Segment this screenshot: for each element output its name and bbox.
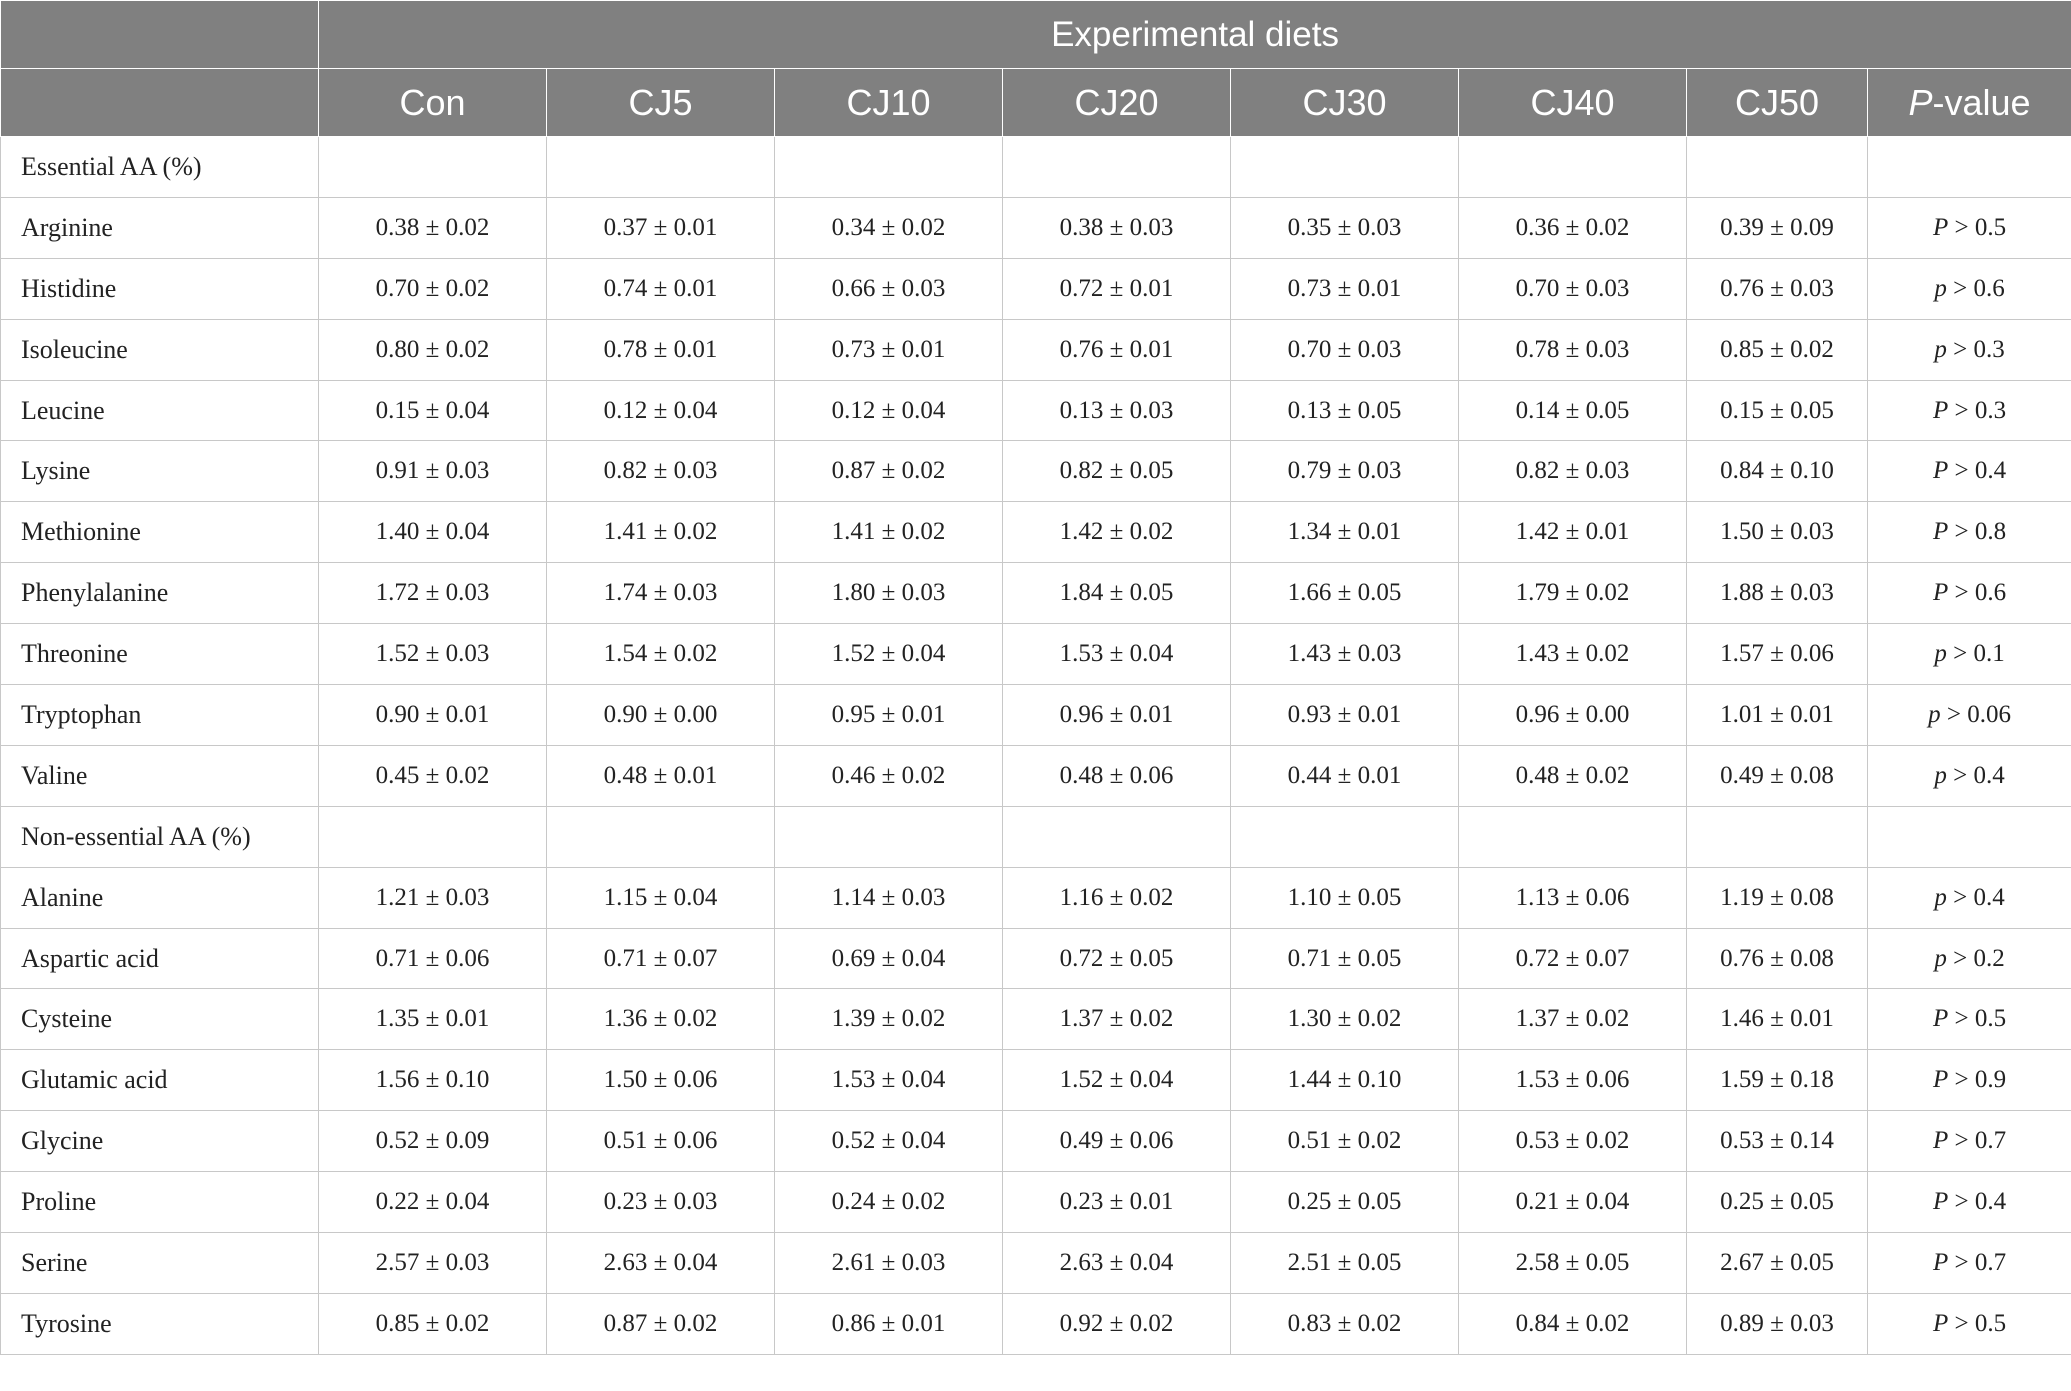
value-cell: 1.72 ± 0.03 xyxy=(319,563,547,624)
header-corner-cell xyxy=(1,69,319,137)
amino-acid-name: Lysine xyxy=(1,441,319,502)
p-value-letter: p xyxy=(1934,335,1947,363)
value-cell: 1.40 ± 0.04 xyxy=(319,502,547,563)
value-cell: 1.54 ± 0.02 xyxy=(547,624,775,685)
table-row xyxy=(1,258,2071,319)
table-row xyxy=(1,563,2071,624)
p-value-letter: p xyxy=(1934,274,1947,302)
value-cell: 0.23 ± 0.01 xyxy=(1003,1172,1231,1233)
table-row xyxy=(1,989,2071,1050)
p-value-comparison: > 0.7 xyxy=(1948,1127,2007,1155)
value-cell: 1.50 ± 0.03 xyxy=(1687,502,1868,563)
amino-acid-name: Arginine xyxy=(1,197,319,258)
p-value-letter: p xyxy=(1928,700,1941,728)
p-value-letter: P xyxy=(1932,1309,1949,1337)
value-cell: 1.16 ± 0.02 xyxy=(1003,867,1231,928)
p-value-cell xyxy=(1868,1293,2071,1354)
p-value-letter: P xyxy=(1932,213,1949,241)
value-cell: 0.51 ± 0.02 xyxy=(1231,1111,1459,1172)
value-cell: 0.89 ± 0.03 xyxy=(1687,1293,1868,1354)
p-value-comparison: > 0.8 xyxy=(1948,518,2007,546)
value-cell: 0.52 ± 0.09 xyxy=(319,1111,547,1172)
p-value-comparison: > 0.4 xyxy=(1946,761,2005,789)
column-header-cj5: CJ5 xyxy=(547,69,775,137)
value-cell: 1.36 ± 0.02 xyxy=(547,989,775,1050)
value-cell: 0.71 ± 0.06 xyxy=(319,928,547,989)
p-value-cell xyxy=(1868,867,2071,928)
value-cell: 0.12 ± 0.04 xyxy=(547,380,775,441)
value-cell: 0.92 ± 0.02 xyxy=(1003,1293,1231,1354)
value-cell: 2.58 ± 0.05 xyxy=(1459,1233,1687,1294)
amino-acid-name: Proline xyxy=(1,1172,319,1233)
column-header-cj30: CJ30 xyxy=(1231,69,1459,137)
table-row xyxy=(1,380,2071,441)
value-cell: 1.43 ± 0.02 xyxy=(1459,624,1687,685)
amino-acid-name: Glutamic acid xyxy=(1,1050,319,1111)
value-cell: 0.83 ± 0.02 xyxy=(1231,1293,1459,1354)
column-header-cj10: CJ10 xyxy=(775,69,1003,137)
p-value-letter: P xyxy=(1932,1066,1949,1094)
p-value-cell xyxy=(1868,319,2071,380)
value-cell: 0.13 ± 0.05 xyxy=(1231,380,1459,441)
value-cell: 0.73 ± 0.01 xyxy=(775,319,1003,380)
empty-cell xyxy=(1003,806,1231,867)
value-cell: 1.34 ± 0.01 xyxy=(1231,502,1459,563)
p-value-cell xyxy=(1868,1233,2071,1294)
value-cell: 0.48 ± 0.06 xyxy=(1003,745,1231,806)
empty-cell xyxy=(775,806,1003,867)
value-cell: 0.80 ± 0.02 xyxy=(319,319,547,380)
value-cell: 0.86 ± 0.01 xyxy=(775,1293,1003,1354)
amino-acid-name: Leucine xyxy=(1,380,319,441)
p-value-letter: P xyxy=(1932,396,1949,424)
amino-acid-name: Aspartic acid xyxy=(1,928,319,989)
p-value-letter: P xyxy=(1932,579,1949,607)
value-cell: 0.24 ± 0.02 xyxy=(775,1172,1003,1233)
table-row xyxy=(1,1172,2071,1233)
p-value-comparison: > 0.5 xyxy=(1948,213,2007,241)
value-cell: 1.52 ± 0.04 xyxy=(1003,1050,1231,1111)
value-cell: 0.96 ± 0.01 xyxy=(1003,685,1231,746)
section-title: Non-essential AA (%) xyxy=(1,806,319,867)
value-cell: 0.72 ± 0.05 xyxy=(1003,928,1231,989)
section-header-row xyxy=(1,806,2071,867)
p-value-cell xyxy=(1868,745,2071,806)
value-cell: 0.76 ± 0.08 xyxy=(1687,928,1868,989)
p-value-letter: p xyxy=(1934,883,1947,911)
amino-acid-name: Serine xyxy=(1,1233,319,1294)
empty-cell xyxy=(547,806,775,867)
column-header-cj20: CJ20 xyxy=(1003,69,1231,137)
empty-cell xyxy=(319,806,547,867)
value-cell: 0.23 ± 0.03 xyxy=(547,1172,775,1233)
value-cell: 1.42 ± 0.02 xyxy=(1003,502,1231,563)
value-cell: 0.79 ± 0.03 xyxy=(1231,441,1459,502)
amino-acid-name: Phenylalanine xyxy=(1,563,319,624)
value-cell: 1.79 ± 0.02 xyxy=(1459,563,1687,624)
table-body xyxy=(1,137,2071,1355)
value-cell: 1.19 ± 0.08 xyxy=(1687,867,1868,928)
amino-acid-name: Histidine xyxy=(1,258,319,319)
value-cell: 0.76 ± 0.01 xyxy=(1003,319,1231,380)
table-row xyxy=(1,502,2071,563)
amino-acid-name: Methionine xyxy=(1,502,319,563)
table-row xyxy=(1,441,2071,502)
value-cell: 0.78 ± 0.03 xyxy=(1459,319,1687,380)
empty-cell xyxy=(1459,806,1687,867)
value-cell: 0.72 ± 0.01 xyxy=(1003,258,1231,319)
value-cell: 1.10 ± 0.05 xyxy=(1231,867,1459,928)
value-cell: 1.88 ± 0.03 xyxy=(1687,563,1868,624)
p-value-comparison: > 0.5 xyxy=(1948,1309,2007,1337)
p-value-cell xyxy=(1868,989,2071,1050)
p-value-letter: P xyxy=(1932,457,1949,485)
value-cell: 0.78 ± 0.01 xyxy=(547,319,775,380)
value-cell: 1.53 ± 0.04 xyxy=(1003,624,1231,685)
value-cell: 0.37 ± 0.01 xyxy=(547,197,775,258)
value-cell: 0.82 ± 0.05 xyxy=(1003,441,1231,502)
value-cell: 0.49 ± 0.08 xyxy=(1687,745,1868,806)
value-cell: 1.57 ± 0.06 xyxy=(1687,624,1868,685)
p-value-comparison: > 0.4 xyxy=(1948,457,2007,485)
section-header-row xyxy=(1,137,2071,198)
value-cell: 1.37 ± 0.02 xyxy=(1459,989,1687,1050)
value-cell: 0.70 ± 0.03 xyxy=(1231,319,1459,380)
column-header-cj50: CJ50 xyxy=(1687,69,1868,137)
p-value-comparison: > 0.4 xyxy=(1946,883,2005,911)
p-value-comparison: > 0.9 xyxy=(1948,1066,2007,1094)
table-row xyxy=(1,624,2071,685)
value-cell: 0.90 ± 0.01 xyxy=(319,685,547,746)
empty-cell xyxy=(1231,137,1459,198)
value-cell: 0.85 ± 0.02 xyxy=(319,1293,547,1354)
value-cell: 0.25 ± 0.05 xyxy=(1687,1172,1868,1233)
amino-acid-name: Glycine xyxy=(1,1111,319,1172)
p-value-comparison: > 0.3 xyxy=(1946,335,2005,363)
value-cell: 1.21 ± 0.03 xyxy=(319,867,547,928)
amino-acid-name: Tyrosine xyxy=(1,1293,319,1354)
p-value-cell xyxy=(1868,563,2071,624)
p-value-cell xyxy=(1868,624,2071,685)
value-cell: 1.01 ± 0.01 xyxy=(1687,685,1868,746)
value-cell: 1.80 ± 0.03 xyxy=(775,563,1003,624)
value-cell: 0.44 ± 0.01 xyxy=(1231,745,1459,806)
p-value-letter: P xyxy=(1932,1127,1949,1155)
p-value-letter: P xyxy=(1908,81,1933,123)
empty-cell xyxy=(1868,806,2071,867)
value-cell: 1.42 ± 0.01 xyxy=(1459,502,1687,563)
value-cell: 0.15 ± 0.05 xyxy=(1687,380,1868,441)
p-value-letter: p xyxy=(1934,761,1947,789)
value-cell: 0.48 ± 0.01 xyxy=(547,745,775,806)
p-value-comparison: > 0.7 xyxy=(1948,1248,2007,1276)
value-cell: 0.74 ± 0.01 xyxy=(547,258,775,319)
value-cell: 0.82 ± 0.03 xyxy=(1459,441,1687,502)
p-value-cell xyxy=(1868,197,2071,258)
empty-cell xyxy=(1003,137,1231,198)
value-cell: 1.43 ± 0.03 xyxy=(1231,624,1459,685)
value-cell: 2.67 ± 0.05 xyxy=(1687,1233,1868,1294)
value-cell: 1.46 ± 0.01 xyxy=(1687,989,1868,1050)
p-value-comparison: > 0.6 xyxy=(1948,579,2007,607)
p-value-cell xyxy=(1868,441,2071,502)
value-cell: 0.53 ± 0.02 xyxy=(1459,1111,1687,1172)
value-cell: 0.21 ± 0.04 xyxy=(1459,1172,1687,1233)
p-value-comparison: > 0.4 xyxy=(1948,1188,2007,1216)
value-cell: 1.41 ± 0.02 xyxy=(775,502,1003,563)
amino-acid-name: Isoleucine xyxy=(1,319,319,380)
value-cell: 0.85 ± 0.02 xyxy=(1687,319,1868,380)
value-cell: 0.70 ± 0.03 xyxy=(1459,258,1687,319)
table-header xyxy=(1,1,2071,137)
p-value-cell xyxy=(1868,1111,2071,1172)
empty-cell xyxy=(547,137,775,198)
column-header-p-value xyxy=(1868,69,2071,137)
value-cell: 0.69 ± 0.04 xyxy=(775,928,1003,989)
value-cell: 1.53 ± 0.04 xyxy=(775,1050,1003,1111)
value-cell: 1.59 ± 0.18 xyxy=(1687,1050,1868,1111)
value-cell: 0.45 ± 0.02 xyxy=(319,745,547,806)
header-row-group xyxy=(1,1,2071,69)
experimental-diets-header: Experimental diets xyxy=(319,1,2071,69)
value-cell: 0.36 ± 0.02 xyxy=(1459,197,1687,258)
p-value-cell xyxy=(1868,1050,2071,1111)
value-cell: 1.50 ± 0.06 xyxy=(547,1050,775,1111)
value-cell: 0.38 ± 0.03 xyxy=(1003,197,1231,258)
value-cell: 1.30 ± 0.02 xyxy=(1231,989,1459,1050)
value-cell: 0.12 ± 0.04 xyxy=(775,380,1003,441)
column-header-con: Con xyxy=(319,69,547,137)
p-value-letter: p xyxy=(1934,640,1947,668)
value-cell: 0.51 ± 0.06 xyxy=(547,1111,775,1172)
value-cell: 2.57 ± 0.03 xyxy=(319,1233,547,1294)
value-cell: 0.71 ± 0.07 xyxy=(547,928,775,989)
value-cell: 1.14 ± 0.03 xyxy=(775,867,1003,928)
table-row xyxy=(1,685,2071,746)
value-cell: 0.53 ± 0.14 xyxy=(1687,1111,1868,1172)
value-cell: 0.49 ± 0.06 xyxy=(1003,1111,1231,1172)
value-cell: 0.84 ± 0.10 xyxy=(1687,441,1868,502)
p-value-suffix: -value xyxy=(1932,81,2031,123)
table-row xyxy=(1,1233,2071,1294)
amino-acid-name: Alanine xyxy=(1,867,319,928)
value-cell: 0.71 ± 0.05 xyxy=(1231,928,1459,989)
value-cell: 1.15 ± 0.04 xyxy=(547,867,775,928)
value-cell: 1.52 ± 0.04 xyxy=(775,624,1003,685)
empty-cell xyxy=(1231,806,1459,867)
value-cell: 2.63 ± 0.04 xyxy=(1003,1233,1231,1294)
p-value-comparison: > 0.3 xyxy=(1948,396,2007,424)
empty-cell xyxy=(775,137,1003,198)
p-value-letter: P xyxy=(1932,1188,1949,1216)
amino-acid-name: Tryptophan xyxy=(1,685,319,746)
value-cell: 0.96 ± 0.00 xyxy=(1459,685,1687,746)
column-header-cj40: CJ40 xyxy=(1459,69,1687,137)
value-cell: 0.35 ± 0.03 xyxy=(1231,197,1459,258)
empty-cell xyxy=(1687,806,1868,867)
p-value-comparison: > 0.6 xyxy=(1946,274,2005,302)
value-cell: 0.87 ± 0.02 xyxy=(775,441,1003,502)
value-cell: 1.53 ± 0.06 xyxy=(1459,1050,1687,1111)
value-cell: 1.35 ± 0.01 xyxy=(319,989,547,1050)
p-value-letter: P xyxy=(1932,1005,1949,1033)
table-row xyxy=(1,928,2071,989)
empty-cell xyxy=(1868,137,2071,198)
value-cell: 1.13 ± 0.06 xyxy=(1459,867,1687,928)
p-value-cell xyxy=(1868,380,2071,441)
table-row xyxy=(1,745,2071,806)
value-cell: 0.73 ± 0.01 xyxy=(1231,258,1459,319)
p-value-comparison: > 0.2 xyxy=(1946,944,2005,972)
value-cell: 1.41 ± 0.02 xyxy=(547,502,775,563)
p-value-cell xyxy=(1868,928,2071,989)
value-cell: 0.76 ± 0.03 xyxy=(1687,258,1868,319)
p-value-comparison: > 0.5 xyxy=(1948,1005,2007,1033)
value-cell: 0.25 ± 0.05 xyxy=(1231,1172,1459,1233)
empty-cell xyxy=(319,137,547,198)
header-corner-cell xyxy=(1,1,319,69)
value-cell: 0.95 ± 0.01 xyxy=(775,685,1003,746)
amino-acid-name: Valine xyxy=(1,745,319,806)
table-row xyxy=(1,1050,2071,1111)
value-cell: 1.39 ± 0.02 xyxy=(775,989,1003,1050)
value-cell: 1.84 ± 0.05 xyxy=(1003,563,1231,624)
table-row xyxy=(1,319,2071,380)
value-cell: 1.44 ± 0.10 xyxy=(1231,1050,1459,1111)
value-cell: 0.91 ± 0.03 xyxy=(319,441,547,502)
section-title: Essential AA (%) xyxy=(1,137,319,198)
p-value-cell xyxy=(1868,1172,2071,1233)
amino-acid-name: Threonine xyxy=(1,624,319,685)
value-cell: 0.87 ± 0.02 xyxy=(547,1293,775,1354)
empty-cell xyxy=(1687,137,1868,198)
value-cell: 1.56 ± 0.10 xyxy=(319,1050,547,1111)
table-row xyxy=(1,197,2071,258)
header-row-columns xyxy=(1,69,2071,137)
value-cell: 0.82 ± 0.03 xyxy=(547,441,775,502)
value-cell: 2.63 ± 0.04 xyxy=(547,1233,775,1294)
value-cell: 1.37 ± 0.02 xyxy=(1003,989,1231,1050)
value-cell: 0.46 ± 0.02 xyxy=(775,745,1003,806)
value-cell: 2.61 ± 0.03 xyxy=(775,1233,1003,1294)
value-cell: 1.66 ± 0.05 xyxy=(1231,563,1459,624)
p-value-letter: p xyxy=(1934,944,1947,972)
value-cell: 0.52 ± 0.04 xyxy=(775,1111,1003,1172)
value-cell: 0.66 ± 0.03 xyxy=(775,258,1003,319)
amino-acid-name: Cysteine xyxy=(1,989,319,1050)
value-cell: 0.14 ± 0.05 xyxy=(1459,380,1687,441)
value-cell: 0.34 ± 0.02 xyxy=(775,197,1003,258)
p-value-letter: P xyxy=(1932,1248,1949,1276)
value-cell: 0.70 ± 0.02 xyxy=(319,258,547,319)
value-cell: 0.22 ± 0.04 xyxy=(319,1172,547,1233)
value-cell: 0.48 ± 0.02 xyxy=(1459,745,1687,806)
value-cell: 1.52 ± 0.03 xyxy=(319,624,547,685)
value-cell: 0.72 ± 0.07 xyxy=(1459,928,1687,989)
p-value-cell xyxy=(1868,502,2071,563)
table-row xyxy=(1,1293,2071,1354)
value-cell: 0.15 ± 0.04 xyxy=(319,380,547,441)
p-value-cell xyxy=(1868,258,2071,319)
value-cell: 0.93 ± 0.01 xyxy=(1231,685,1459,746)
table-row xyxy=(1,1111,2071,1172)
value-cell: 0.13 ± 0.03 xyxy=(1003,380,1231,441)
value-cell: 0.39 ± 0.09 xyxy=(1687,197,1868,258)
table-row xyxy=(1,867,2071,928)
p-value-comparison: > 0.06 xyxy=(1940,700,2011,728)
p-value-comparison: > 0.1 xyxy=(1946,640,2005,668)
p-value-letter: P xyxy=(1932,518,1949,546)
value-cell: 1.74 ± 0.03 xyxy=(547,563,775,624)
value-cell: 2.51 ± 0.05 xyxy=(1231,1233,1459,1294)
value-cell: 0.90 ± 0.00 xyxy=(547,685,775,746)
value-cell: 0.38 ± 0.02 xyxy=(319,197,547,258)
empty-cell xyxy=(1459,137,1687,198)
value-cell: 0.84 ± 0.02 xyxy=(1459,1293,1687,1354)
p-value-cell xyxy=(1868,685,2071,746)
